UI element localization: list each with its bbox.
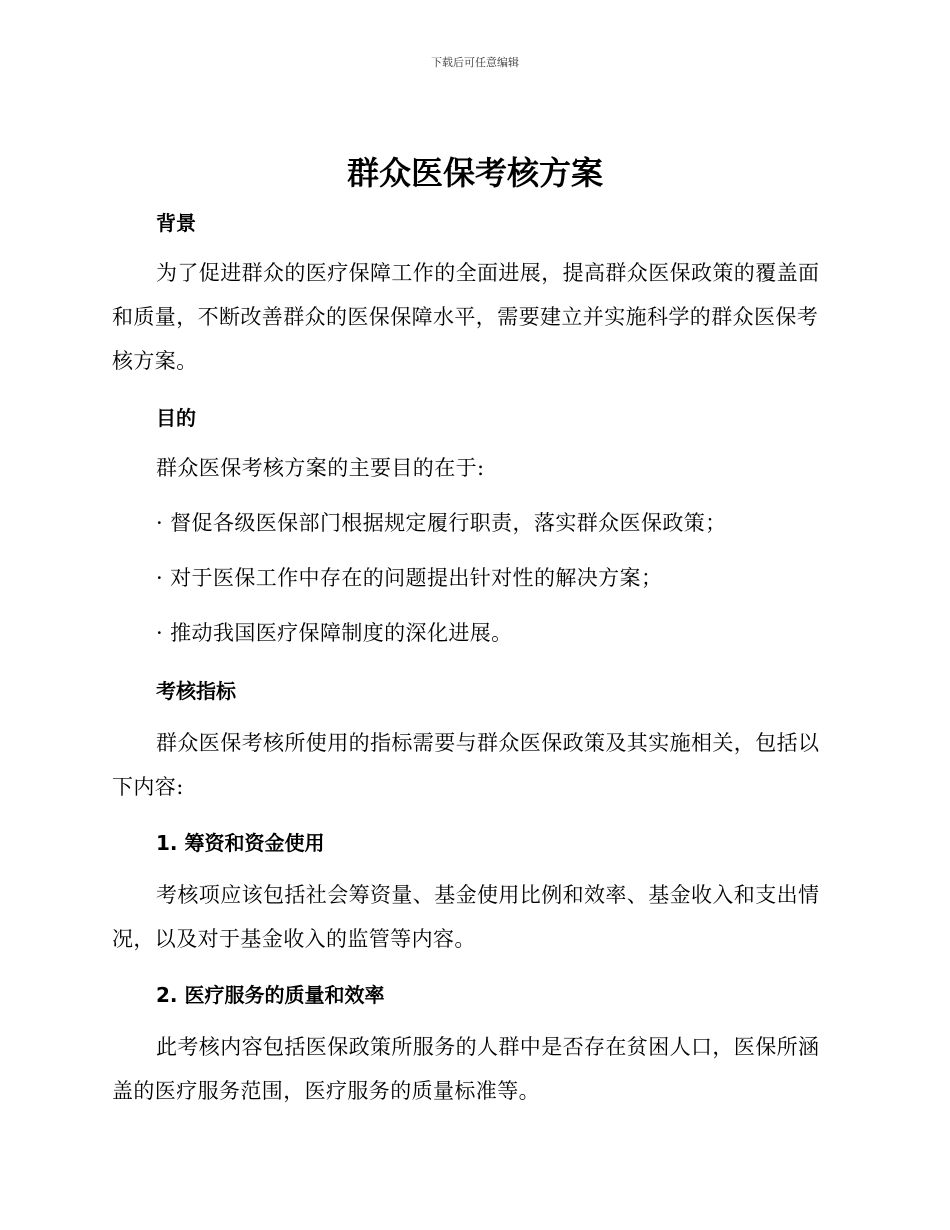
purpose-intro: 群众医保考核方案的主要目的在于:	[156, 456, 485, 480]
section-heading-purpose: 目的	[156, 406, 196, 430]
page-header: 下载后可任意编辑	[431, 56, 519, 69]
background-paragraph: 为了促进群众的医疗保障工作的全面进展，提高群众医保政策的覆盖面和质量，不断改善群众的医保保障水平，需要建立并实施科学的群众医保考核方案。	[112, 261, 820, 373]
section-heading-background: 背景	[156, 211, 196, 235]
purpose-bullet-2: · 对于医保工作中存在的问题提出针对性的解决方案；	[156, 566, 663, 590]
purpose-bullet-3: · 推动我国医疗保障制度的深化进展。	[156, 621, 513, 645]
subsection-heading-service-quality: 2. 医疗服务的质量和效率	[156, 983, 385, 1007]
indicators-paragraph: 群众医保考核所使用的指标需要与群众医保政策及其实施相关，包括以下内容:	[112, 731, 820, 799]
section-heading-indicators: 考核指标	[156, 679, 236, 703]
subsection-heading-funding: 1. 筹资和资金使用	[156, 831, 325, 855]
document-title: 群众医保考核方案	[346, 154, 603, 192]
funding-paragraph: 考核项应该包括社会筹资量、基金使用比例和效率、基金收入和支出情况，以及对于基金收入的监管等内容。	[112, 883, 820, 951]
service-quality-paragraph: 此考核内容包括医保政策所服务的人群中是否存在贫困人口，医保所涵盖的医疗服务范围，医疗服务的质量标准等。	[112, 1035, 820, 1103]
purpose-bullet-1: · 督促各级医保部门根据规定履行职责，落实群众医保政策；	[156, 511, 727, 535]
